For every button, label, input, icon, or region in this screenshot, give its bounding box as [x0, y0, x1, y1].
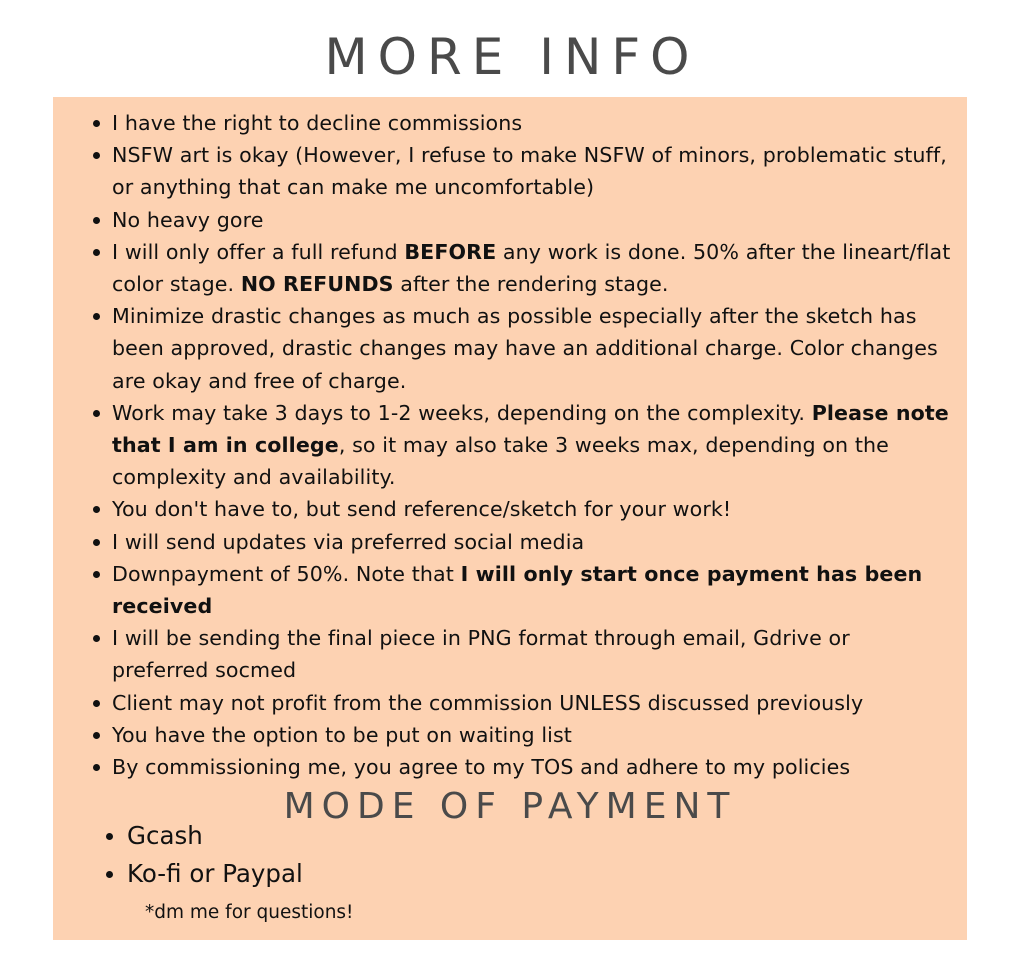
list-item: Minimize drastic changes as much as possible especially after the sketch has been approved, drastic changes may have an additional charge. Color changes are okay and free of charge. — [112, 300, 952, 397]
list-item: Work may take 3 days to 1-2 weeks, depending on the complexity. Please note that I am in college, so it may also take 3 weeks max, depending on the complexity and availability. — [112, 397, 952, 494]
questions-note: *dm me for questions! — [145, 902, 354, 923]
payment-methods-list — [53, 817, 303, 893]
list-item: Client may not profit from the commission UNLESS discussed previously — [112, 687, 952, 719]
list-item: You have the option to be put on waiting list — [112, 719, 952, 751]
payment-heading: MODE OF PAYMENT — [283, 786, 737, 827]
list-item: I will only offer a full refund BEFORE any work is done. 50% after the lineart/flat color stage. NO REFUNDS after the rendering stage. — [112, 236, 952, 300]
list-item: NSFW art is okay (However, I refuse to make NSFW of minors, problematic stuff, or anything that can make me uncomfortable) — [112, 139, 952, 203]
emphasis-text: Please note that I am in college — [112, 400, 949, 458]
list-item: By commissioning me, you agree to my TOS and adhere to my policies — [112, 751, 952, 783]
page-title: MORE INFO — [324, 28, 700, 86]
payment-method-gcash: Gcash — [127, 817, 303, 855]
list-item: I will send updates via preferred social media — [112, 526, 952, 558]
list-item: No heavy gore — [112, 204, 952, 236]
list-item: Downpayment of 50%. Note that I will only start once payment has been received — [112, 558, 952, 622]
rules-list — [53, 107, 952, 783]
emphasis-text: BEFORE — [404, 239, 497, 264]
info-panel — [53, 97, 967, 940]
emphasis-text: I will only start once payment has been received — [112, 561, 923, 619]
list-item: I have the right to decline commissions — [112, 107, 952, 139]
payment-method-kofi-paypal: Ko-fi or Paypal — [127, 855, 303, 893]
list-item: You don't have to, but send reference/sketch for your work! — [112, 493, 952, 525]
emphasis-text: NO REFUNDS — [240, 272, 394, 297]
list-item: I will be sending the final piece in PNG format through email, Gdrive or preferred socmed — [112, 622, 952, 686]
